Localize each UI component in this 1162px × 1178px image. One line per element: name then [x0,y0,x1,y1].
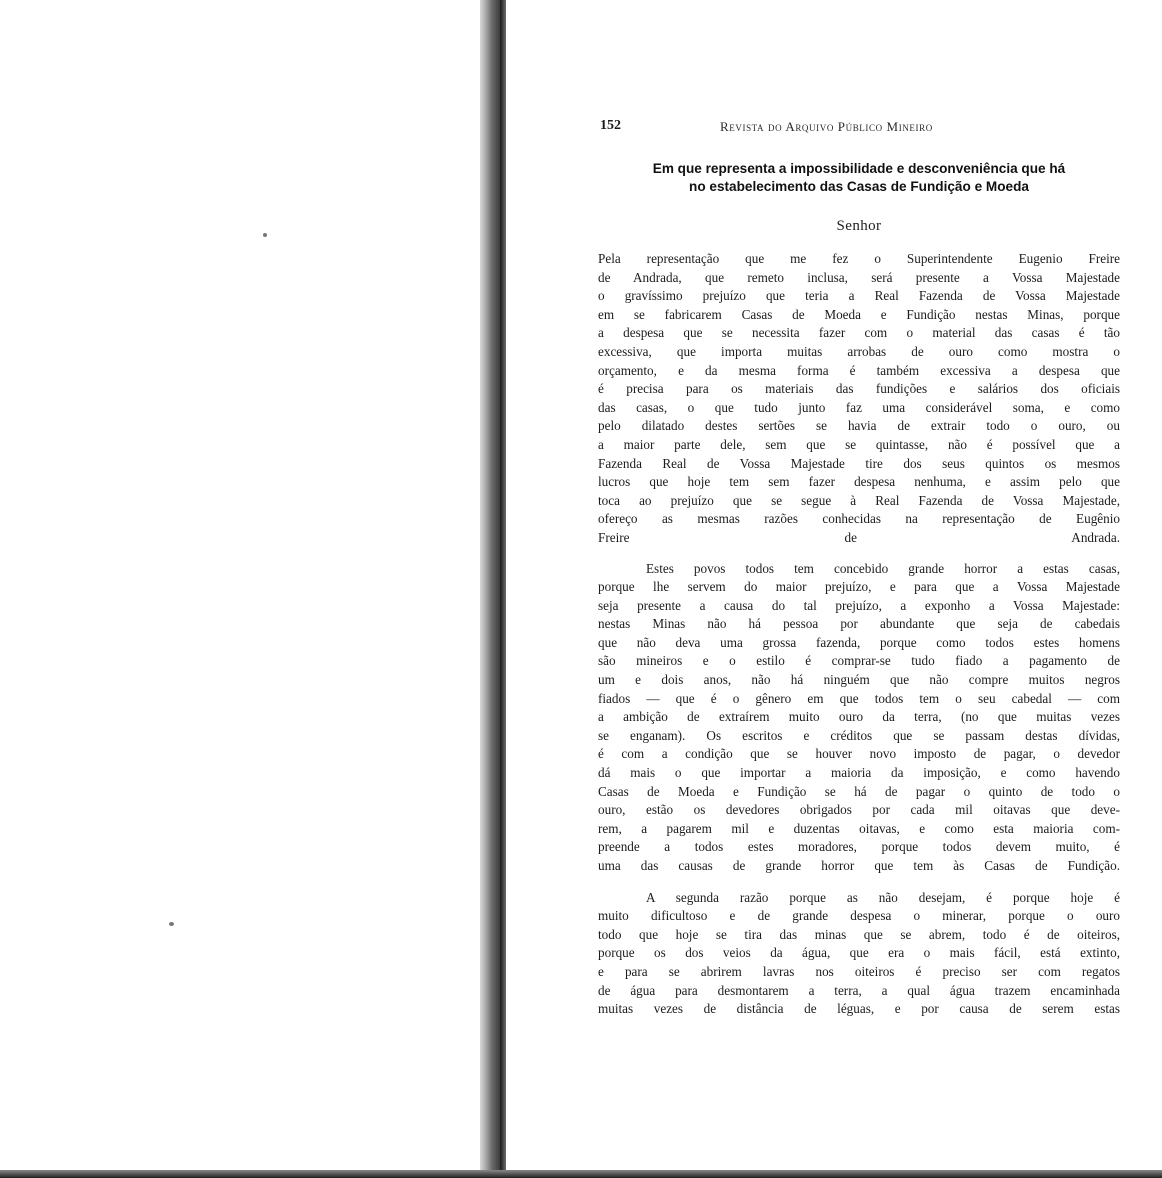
text-line: é com a condição que se houver novo imposto de pagar, o devedor [598,746,1120,762]
text-line: dá mais o que importar a maioria da imposição, e como havendo [598,765,1120,781]
text-line: e para se abrirem lavras nos oiteiros é preciso ser com regatos [598,963,1120,979]
text-line: muito dificultoso e de grande despesa o minerar, porque o ouro [598,908,1120,924]
text-line: que não deva uma grossa fazenda, porque como todos estes homens [598,634,1120,650]
text-line: Pela representação que me fez o Superintendente Eugenio Freire [598,251,1120,266]
text-line: preende a todos estes moradores, porque todos devem muito, é [598,839,1120,855]
scan-speck [169,922,174,926]
text-line: de Andrada, que remeto inclusa, será presente a Vossa Majestade [598,269,1120,285]
text-line: porque os dos veios da água, que era o mais fácil, está extinto, [598,945,1120,961]
text-line: A segunda razão porque as não desejam, é porque hoje é [646,889,1120,905]
text-line: ofereço as mesmas razões conhecidas na representação de Eugênio [598,511,1120,527]
text-line: toca ao prejuízo que se segue à Real Fazenda de Vossa Majestade, [598,492,1120,508]
scan-speck [263,233,267,237]
text-line: de água para desmontarem a terra, a qual água trazem encaminhada [598,982,1120,998]
text-line: em se fabricarem Casas de Moeda e Fundição nestas Minas, porque [598,306,1120,322]
salutation: Senhor [836,218,882,234]
text-line: seja presente a causa do tal prejuízo, a exponho a Vossa Majestade: [598,597,1120,613]
document-title-line: Em que representa a impossibilidade e desconveniência que há [652,161,1066,176]
text-page [598,118,1120,1019]
text-line: a maior parte dele, sem que se quintasse, não é possível que a [598,436,1120,452]
page-bottom-edge [0,1170,1162,1178]
text-line: ouro, estão os devedores obrigados por cada mil oitavas que deve- [598,802,1120,818]
text-line: o gravíssimo prejuízo que teria a Real Fazenda de Vossa Majestade [598,288,1120,304]
text-line: pelo dilatado destes sertões se havia de extrair todo o ouro, ou [598,418,1120,434]
text-line: nestas Minas não há pessoa por abundante que seja de cabedais [598,616,1120,632]
text-line: Freire de Andrada. [598,529,1120,545]
document-title-line: no estabelecimento das Casas de Fundição e Moeda [689,179,1029,194]
journal-title: Revista do Arquivo Público Mineiro [720,119,933,134]
text-line: se enganam). Os escritos e créditos que se passam destas dívidas, [598,727,1120,743]
text-line: rem, a pagarem mil e duzentas oitavas, e como esta maioria com- [598,820,1120,836]
document-title [598,160,1120,196]
text-line: Estes povos todos tem concebido grande horror a estas casas, [646,560,1120,576]
text-line: todo que hoje se tira das minas que se abrem, todo é de oiteiros, [598,926,1120,942]
text-line: uma das causas de grande horror que tem às Casas de Fundição. [598,858,1120,873]
text-line: a despesa que se necessita fazer com o material das casas é tão [598,325,1120,341]
text-line: são mineiros e o estilo é comprar-se tudo fiado a pagamento de [598,653,1120,669]
text-line: a ambição de extraírem muito ouro da terra, (no que muitas vezes [598,709,1120,725]
text-line: lucros que hoje tem sem fazer despesa nenhuma, e assim pelo que [598,474,1120,490]
paragraph-3 [598,889,1120,1019]
page-edge [500,0,506,1170]
page-number: 152 [600,118,621,133]
text-line: excessiva, que importa muitas arrobas de ouro como mostra o [598,343,1120,359]
text-line: um e dois anos, não há ninguém que não compre muitos negros [598,672,1120,688]
text-line: Fazenda Real de Vossa Majestade tire dos seus quintos os mesmos [598,455,1120,471]
text-line: muitas vezes de distância de léguas, e por causa de serem estas [598,1001,1120,1017]
text-line: porque lhe servem do maior prejuízo, e para que a Vossa Majestade [598,579,1120,595]
running-head [598,118,1120,138]
text-line: orçamento, e da mesma forma é também excessiva a despesa que [598,362,1120,378]
book-gutter-shadow [480,0,500,1170]
paragraph-1 [598,250,1120,548]
text-line: é precisa para os materiais das fundições e salários dos oficiais [598,381,1120,397]
paragraph-2 [598,560,1120,876]
text-line: Casas de Moeda e Fundição se há de pagar o quinto de todo o [598,783,1120,799]
text-line: fiados — que é o gênero em que todos tem o seu cabedal — com [598,690,1120,706]
text-line: das casas, o que tudo junto faz uma considerável soma, e como [598,399,1120,415]
